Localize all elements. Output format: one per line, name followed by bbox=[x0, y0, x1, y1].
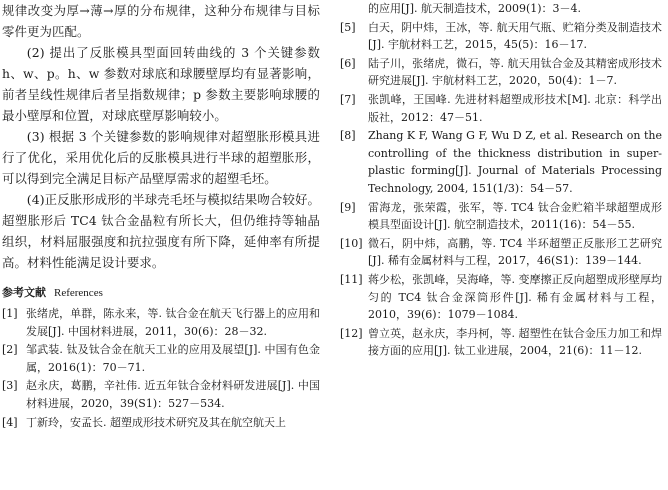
references-heading bbox=[2, 284, 320, 302]
reference-item bbox=[340, 91, 662, 126]
references-heading-en: References bbox=[54, 287, 103, 299]
reference-number: [11] bbox=[340, 272, 363, 286]
reference-number: [5] bbox=[340, 20, 356, 34]
reference-item bbox=[340, 199, 662, 234]
reference-number: [1] bbox=[2, 307, 18, 320]
reference-text: 张凯峰，王国峰. 先进材料超塑成形技术[M]. 北京：科学出版社，2012：47－51. bbox=[368, 92, 662, 124]
reference-item bbox=[340, 271, 662, 324]
reference-item bbox=[2, 414, 320, 432]
reference-number: [9] bbox=[340, 200, 356, 214]
reference-text: 丁新玲，安孟长. 超塑成形技术研究及其在航空航天上 bbox=[26, 415, 286, 429]
reference-text: 的应用[J]. 航天制造技术，2009(1)：3－4. bbox=[368, 2, 582, 15]
conclusion-paragraph-4: (4)正反胀形成形的半球壳毛坯与模拟结果吻合较好。超塑胀形后 TC4 钛合金晶粒有所长大，但仍维持等轴晶组织，材料屈服强度和抗拉强度有所下降，延伸率有所提高。材料性能满足设计要求。 bbox=[2, 192, 320, 270]
reference-item bbox=[2, 377, 320, 412]
reference-item bbox=[340, 55, 662, 90]
reference-item bbox=[2, 341, 320, 376]
left-column bbox=[2, 0, 320, 432]
reference-number: [12] bbox=[340, 326, 363, 340]
conclusion-paragraph-1: 规律改变为厚→薄→厚的分布规律，这种分布规律与目标零件更为匹配。 bbox=[2, 3, 320, 39]
reference-text: 陆子川，张绪虎，微石，等. 航天用钛合金及其精密成形技术研究进展[J]. 宇航材料工艺，2020，50(4)：1－7. bbox=[368, 56, 662, 88]
reference-item bbox=[340, 235, 662, 270]
reference-item bbox=[2, 305, 320, 340]
reference-number: [2] bbox=[2, 343, 18, 357]
references-heading-zh: 参考文献 bbox=[2, 286, 46, 299]
reference-number: [3] bbox=[2, 379, 18, 393]
reference-item bbox=[340, 325, 662, 360]
right-column bbox=[340, 0, 662, 361]
reference-text: 蒋少松，张凯峰，吴海峰，等. 变摩擦正反向超塑成形壁厚均匀的 TC4 钛合金深筒形件[J]. 稀有金属材料与工程，2010，39(6)：1079－1084. bbox=[368, 272, 662, 322]
reference-item bbox=[340, 19, 662, 54]
reference-continuation bbox=[340, 0, 662, 18]
reference-text: 曾立英，赵永庆，李丹柯，等. 超塑性在钛合金压力加工和焊接方面的应用[J]. 钛工业进展，2004，21(6)：11－12. bbox=[368, 326, 662, 358]
reference-number: [10] bbox=[340, 236, 363, 250]
reference-number: [7] bbox=[340, 92, 356, 106]
reference-text: 雷海龙，张荣霞，张军，等. TC4 钛合金贮箱半球超塑成形模具型面设计[J]. 航空制造技术，2011(16)：54－55. bbox=[368, 200, 662, 232]
reference-number: [6] bbox=[340, 56, 356, 70]
reference-number: [4] bbox=[2, 415, 18, 429]
reference-text: 邹武装. 钛及钛合金在航天工业的应用及展望[J]. 中国有色金属，2016(1)：70－71. bbox=[26, 343, 320, 374]
reference-number: [8] bbox=[340, 129, 356, 143]
reference-text: 白天，阴中炜，王冰，等. 航天用气瓶、贮箱分类及制造技术[J]. 宇航材料工艺，2015，45(5)：16－17. bbox=[368, 20, 662, 52]
reference-text: Zhang K F, Wang G F, Wu D Z, et al. Research on the controlling of the thickness distribution in super-plastic forming[J]. Journal of Materials Processing Technology, 2004, 151(1/3)：54－57. bbox=[368, 129, 662, 195]
conclusion-paragraph-3: (3) 根据 3 个关键参数的影响规律对超塑胀形模具进行了优化，采用优化后的反胀模具进行半球的超塑胀形，可以得到完全满足目标产品壁厚需求的超塑毛坯。 bbox=[2, 129, 320, 186]
reference-text: 微石，阴中炜，高鹏，等. TC4 半环超塑正反胀形工艺研究[J]. 稀有金属材料与工程，2017，46(S1)：139－144. bbox=[368, 236, 662, 268]
reference-text: 张绪虎，单群，陈永来，等. 钛合金在航天飞行器上的应用和发展[J]. 中国材料进展，2011，30(6)：28－32. bbox=[26, 307, 320, 338]
reference-item bbox=[340, 127, 662, 197]
reference-text: 赵永庆，葛鹏，辛社伟. 近五年钛合金材料研发进展[J]. 中国材料进展，2020，39(S1)：527－534. bbox=[26, 379, 320, 410]
conclusion-paragraph-2: (2) 提出了反胀模具型面回转曲线的 3 个关键参数 h、w、p。h、w 参数对球底和球腰壁厚均有显著影响，前者呈线性规律后者呈指数规律；p 参数主要影响球腰的最小壁厚和位置，对球底壁厚影响较小。 bbox=[2, 45, 320, 123]
